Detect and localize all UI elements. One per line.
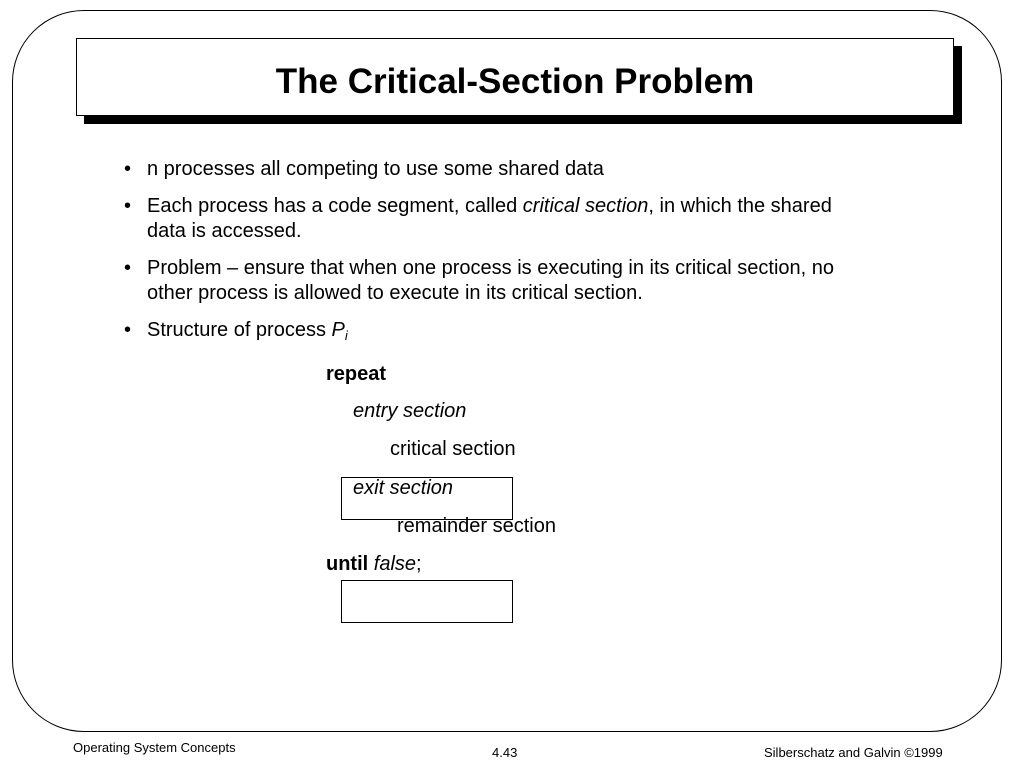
bullet-item-2 <box>122 194 862 244</box>
code-entry-section: entry section <box>353 400 467 422</box>
bullet-item-1 <box>122 157 862 182</box>
code-semicolon: ; <box>416 553 422 575</box>
exit-section-box <box>341 477 513 520</box>
slide-title: The Critical-Section Problem <box>275 62 755 101</box>
footer-page-number: 4.43 <box>492 745 518 760</box>
process-name: P <box>331 319 345 341</box>
footer-right <box>764 745 943 760</box>
process-subscript: i <box>344 328 348 343</box>
code-repeat: repeat <box>326 363 387 385</box>
bullet-item-3 <box>122 256 862 306</box>
code-until-line <box>326 552 422 577</box>
bullet-icon: • <box>124 195 132 217</box>
code-critical-section: critical section <box>390 438 516 460</box>
bullet-item-4 <box>122 318 862 348</box>
title-box <box>76 38 954 116</box>
bullet-text-italic: critical section <box>522 195 649 217</box>
code-until: until <box>326 553 369 575</box>
bullet-text-start: Structure of process <box>147 319 332 341</box>
bullet-list <box>122 157 862 360</box>
bullet-text-start: Each process has a code segment, called <box>147 195 523 217</box>
code-exit-section: exit section <box>353 477 454 499</box>
code-remainder-section: remainder section <box>397 515 556 537</box>
copyright-icon: © <box>904 745 914 760</box>
bullet-icon: • <box>124 257 132 279</box>
footer-author: Silberschatz and Galvin <box>764 745 905 760</box>
empty-box <box>341 580 513 623</box>
bullet-icon: • <box>124 319 132 341</box>
footer-left: Operating System Concepts <box>73 740 236 755</box>
bullet-text-end: , in which the shared data is accessed. <box>147 195 832 242</box>
bullet-text: Problem – ensure that when one process is executing in its critical section, no other process is allowed to execute in its critical section. <box>147 257 835 304</box>
footer-year: 1999 <box>913 745 943 760</box>
bullet-icon: • <box>124 158 132 180</box>
bullet-text: n processes all competing to use some shared data <box>147 158 604 180</box>
code-false: false <box>373 553 417 575</box>
